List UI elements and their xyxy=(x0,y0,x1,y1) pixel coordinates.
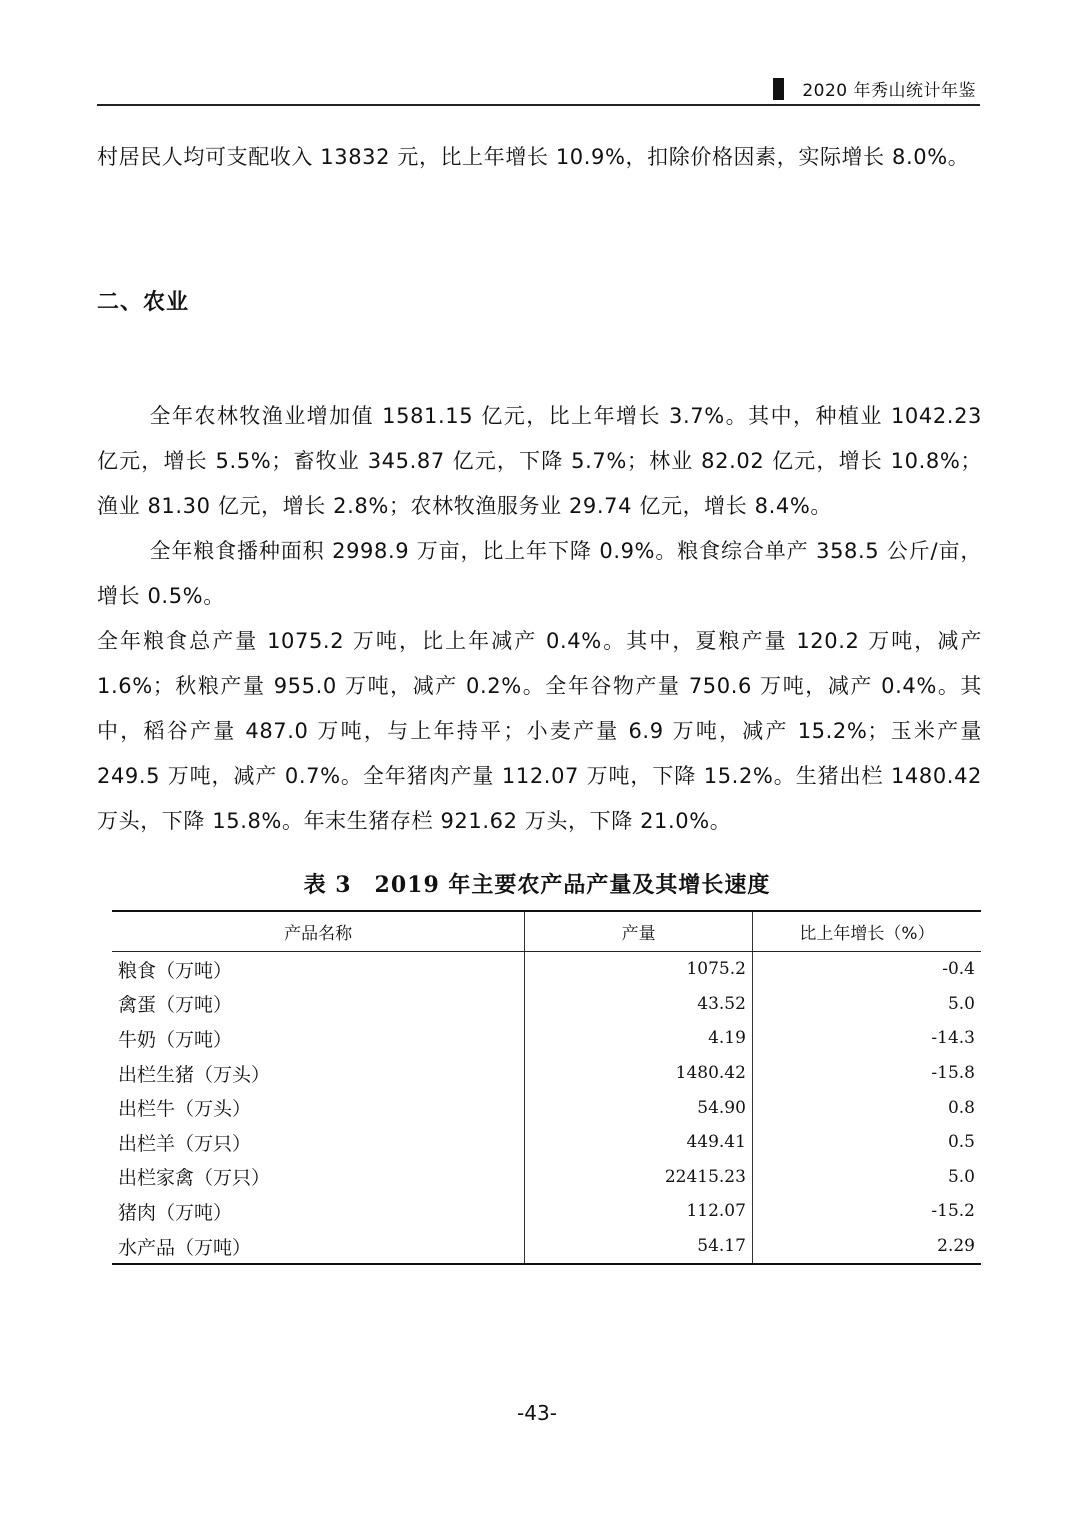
product-name: 粮食（万吨） xyxy=(118,959,233,982)
product-growth: 5.0 xyxy=(752,1160,981,1195)
product-name: 禽蛋（万吨） xyxy=(118,994,233,1017)
page-header xyxy=(97,74,980,106)
section-heading: 二、农业 xyxy=(97,290,190,315)
paragraph-sown-area: 全年粮食播种面积 2998.9 万亩，比上年下降 0.9%。粮食综合单产 358.5 公斤/亩，增长 0.5%。 xyxy=(97,539,982,608)
table-row xyxy=(112,952,981,987)
column-header-output: 产量 xyxy=(525,911,753,952)
product-output: 22415.23 xyxy=(525,1160,753,1195)
product-name: 出栏羊（万只） xyxy=(118,1132,252,1155)
product-output: 4.19 xyxy=(525,1021,753,1056)
product-output: 1480.42 xyxy=(525,1056,753,1091)
product-growth: -15.8 xyxy=(752,1056,981,1091)
product-growth: 2.29 xyxy=(752,1229,981,1265)
product-output: 449.41 xyxy=(525,1125,753,1160)
agri-products-table xyxy=(112,910,981,1265)
table-row xyxy=(112,1229,981,1265)
product-growth: -0.4 xyxy=(752,952,981,987)
product-output: 54.90 xyxy=(525,1090,753,1125)
product-name: 牛奶（万吨） xyxy=(118,1028,233,1051)
table-row xyxy=(112,987,981,1022)
product-growth: 0.5 xyxy=(752,1125,981,1160)
table-row xyxy=(112,1194,981,1229)
header-title: 2020 年秀山统计年鉴 xyxy=(802,81,976,101)
table-title: 表 3 2019 年主要农产品产量及其增长速度 xyxy=(303,872,771,898)
product-growth: -14.3 xyxy=(752,1021,981,1056)
product-output: 43.52 xyxy=(525,987,753,1022)
table-row xyxy=(112,1056,981,1091)
table-row xyxy=(112,1125,981,1160)
column-header-growth: 比上年增长（%） xyxy=(752,911,981,952)
agriculture-text xyxy=(97,394,982,844)
table-row xyxy=(112,1160,981,1195)
paragraph-value-added: 全年农林牧渔业增加值 1581.15 亿元，比上年增长 3.7%。其中，种植业 1042.23 亿元，增长 5.5%；畜牧业 345.87 亿元，下降 5.7%；林业 82.02 亿元，增长 10.8%；渔业 81.30 亿元，增长 2.8%；农林牧渔服务业 29.74 亿元，增长 8.4%。 xyxy=(97,404,982,518)
product-name: 水产品（万吨） xyxy=(118,1236,252,1259)
intro-paragraph: 村居民人均可支配收入 13832 元，比上年增长 10.9%，扣除价格因素，实际增长 8.0%。 xyxy=(97,145,970,169)
header-marker xyxy=(773,78,784,100)
product-name: 猪肉（万吨） xyxy=(118,1201,233,1224)
product-growth: 0.8 xyxy=(752,1090,981,1125)
product-name: 出栏牛（万头） xyxy=(118,1098,252,1121)
table-row xyxy=(112,1090,981,1125)
intro-text xyxy=(97,135,982,180)
product-output: 54.17 xyxy=(525,1229,753,1265)
product-growth: -15.2 xyxy=(752,1194,981,1229)
product-output: 1075.2 xyxy=(525,952,753,987)
paragraph-grain-output: 全年粮食总产量 1075.2 万吨，比上年减产 0.4%。其中，夏粮产量 120.2 万吨，减产 1.6%；秋粮产量 955.0 万吨，减产 0.2%。全年谷物产量 750.6 万吨，减产 0.4%。其中，稻谷产量 487.0 万吨，与上年持平；小麦产量 6.9 万吨，减产 15.2%；玉米产量 249.5 万吨，减产 0.7%。全年猪肉产量 112.07 万吨，下降 15.2%。生猪出栏 1480.42 万头，下降 15.8%。年末生猪存栏 921.62 万头，下降 21.0%。 xyxy=(97,629,982,833)
product-growth: 5.0 xyxy=(752,987,981,1022)
table-header-row xyxy=(112,911,981,952)
product-name: 出栏家禽（万只） xyxy=(118,1167,271,1190)
table-row xyxy=(112,1021,981,1056)
product-name: 出栏生猪（万头） xyxy=(118,1063,271,1086)
product-output: 112.07 xyxy=(525,1194,753,1229)
column-header-name: 产品名称 xyxy=(112,911,525,952)
page-number: -43- xyxy=(517,1401,557,1425)
